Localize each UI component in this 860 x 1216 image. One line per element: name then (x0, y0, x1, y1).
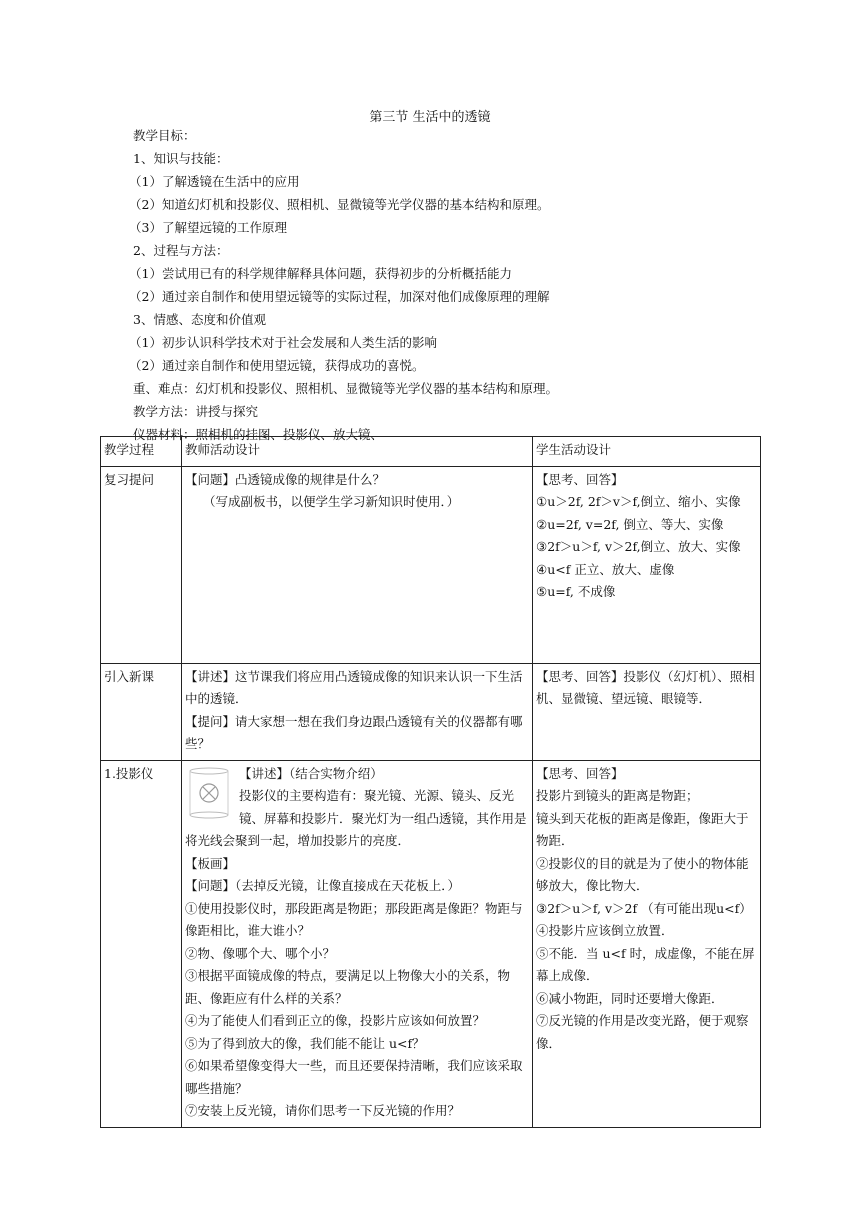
student-line: 【思考、回答】 (536, 471, 624, 487)
emotion-heading: 3、情感、态度和价值观 (133, 312, 266, 327)
student-line: 【思考、回答】 (536, 765, 624, 781)
stage-cell: 引入新课 (101, 663, 182, 760)
table-header-row (101, 437, 761, 467)
student-line: ②u=2f, v=2f, 倒立、等大、实像 (536, 516, 724, 532)
student-cell (533, 466, 761, 663)
teacher-line: 【板画】 (185, 855, 236, 871)
teacher-cell (182, 663, 533, 760)
stage-cell: 1.投影仪 (101, 760, 182, 1127)
key-points: 重、难点：幻灯机和投影仪、照相机、显微镜等光学仪器的基本结构和原理。 (133, 381, 559, 396)
process-item: （2）通过亲自制作和使用望远镜等的实际过程，加深对他们成像原理的理解 (129, 289, 550, 304)
teacher-cell (182, 466, 533, 663)
teacher-line: 投影仪的主要构造有：聚光镜、光源、镜头、反光镜、屏幕和投影片．聚光灯为一组凸透镜，其作用是将光线会聚到一起，增加投影片的亮度． (185, 788, 527, 848)
teacher-line: 【问题】凸透镜成像的规律是什么？ (185, 471, 386, 487)
materials: 仪器材料：照相机的挂图、投影仪、放大镜、 (133, 427, 384, 442)
teacher-line: ③根据平面镜成像的特点，要满足以上物像大小的关系，物距、像距应有什么样的关系？ (185, 968, 511, 1006)
teacher-line: ⑤为了得到放大的像，我们能不能让 u<f？ (185, 1035, 425, 1051)
column-header: 学生活动设计 (533, 437, 761, 467)
teacher-line: ②物、像哪个大、哪个小？ (185, 945, 336, 961)
student-line: ④u<f 正立、放大、虚像 (536, 561, 675, 577)
process-item: （1）尝试用已有的科学规律解释具体问题，获得初步的分析概括能力 (129, 266, 512, 281)
student-line: ②投影仪的目的就是为了使小的物体能够放大，像比物大． (536, 855, 749, 893)
column-header: 教学过程 (101, 437, 182, 467)
knowledge-heading: 1、知识与技能： (133, 151, 229, 166)
student-line: ⑤不能．当 u<f 时，成虚像，不能在屏幕上成像． (536, 945, 755, 983)
teacher-line: （写成副板书，以便学生学习新知识时使用．） (203, 494, 460, 509)
teacher-line: 【讲述】这节课我们将应用凸透镜成像的知识来认识一下生活中的透镜． (185, 668, 523, 706)
student-line: 投影片到镜头的距离是物距； (536, 788, 699, 803)
student-line: 镜头到天花板的距离是像距，像距大于物距． (536, 810, 749, 848)
objectives-heading: 教学目标： (133, 128, 196, 143)
objectives-section (129, 124, 773, 446)
teacher-cell (182, 760, 533, 1127)
teacher-line: ④为了能使人们看到正立的像，投影片应该如何放置？ (185, 1013, 486, 1028)
knowledge-item: （3）了解望远镜的工作原理 (129, 220, 287, 235)
emotion-item: （2）通过亲自制作和使用望远镜，获得成功的喜悦。 (129, 358, 425, 373)
page-title: 第三节 生活中的透镜 (369, 110, 491, 125)
teaching-method: 教学方法：讲授与探究 (133, 404, 259, 419)
lesson-plan-table (100, 436, 761, 1128)
table-row-projector (101, 760, 761, 1127)
student-line: ③2f＞u＞f, v＞2f,倒立、放大、实像 (536, 539, 741, 554)
knowledge-item: （1）了解透镜在生活中的应用 (129, 174, 300, 189)
student-cell (533, 760, 761, 1127)
student-line: ⑦反光镜的作用是改变光路，便于观察像． (536, 1013, 749, 1051)
teacher-line: ⑦安装上反光镜，请你们思考一下反光镜的作用？ (185, 1103, 461, 1118)
student-line: ⑤u=f, 不成像 (536, 584, 616, 599)
stage-cell: 复习提问 (101, 466, 182, 663)
emotion-item: （1）初步认识科学技术对于社会发展和人类生活的影响 (129, 335, 437, 350)
process-heading: 2、过程与方法： (133, 243, 229, 258)
teacher-line: 【讲述】（结合实物介绍） (239, 765, 383, 781)
student-line: ③2f＞u＞f, v＞2f （有可能出现u<f） (536, 900, 752, 916)
teacher-line: ①使用投影仪时，那段距离是物距；那段距离是像距？物距与像距相比，谁大谁小？ (185, 900, 523, 938)
teacher-line: 【提问】请大家想一想在我们身边跟凸透镜有关的仪器都有哪些？ (185, 713, 523, 751)
student-line: 【思考、回答】投影仪（幻灯机）、照相机、显微镜、望远镜、眼镜等． (536, 668, 755, 706)
student-line: ④投影片应该倒立放置． (536, 923, 674, 938)
student-line: ①u＞2f, 2f＞v＞f,倒立、缩小、实像 (536, 494, 741, 509)
student-line: ⑥减小物距，同时还要增大像距． (536, 990, 724, 1006)
knowledge-item: （2）知道幻灯机和投影仪、照相机、显微镜等光学仪器的基本结构和原理。 (129, 197, 550, 212)
teacher-line: 【问题】（去掉反光镜，让像直接成在天花板上．） (185, 878, 461, 893)
table-row-intro (101, 663, 761, 760)
student-cell (533, 663, 761, 760)
table-row-review (101, 466, 761, 663)
projector-icon (187, 765, 231, 825)
column-header: 教师活动设计 (182, 437, 533, 467)
teacher-line: ⑥如果希望像变得大一些，而且还要保持清晰，我们应该采取哪些措施？ (185, 1058, 523, 1096)
